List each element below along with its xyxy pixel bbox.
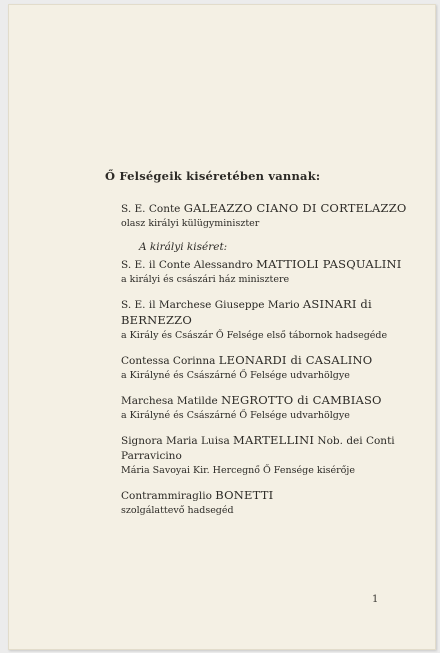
name-prefix: Contessa Corinna (121, 355, 219, 367)
name-prefix: S. E. il Conte Alessandro (121, 259, 257, 271)
name-suffix: di CAMBIASO (293, 393, 382, 407)
document-page (8, 4, 436, 650)
entry-6 (121, 488, 425, 518)
entry-name (121, 393, 425, 409)
entry-4 (121, 393, 425, 423)
entry-role: a királyi és császári ház minisztere (121, 274, 290, 285)
name-caps: LEONARDI (218, 353, 287, 367)
entry-name (121, 433, 425, 464)
entry-2 (121, 297, 425, 343)
entry-name (121, 353, 425, 369)
entry-role: olasz királyi külügyminiszter (121, 218, 260, 229)
page-heading: Ő Felségeik kiséretében vannak: (105, 169, 321, 183)
entry-5 (121, 433, 425, 478)
name-caps: ASINARI (302, 297, 357, 311)
entry-name (121, 201, 425, 217)
entry-name (121, 297, 425, 329)
entry-1 (121, 257, 425, 287)
name-prefix: S. E. Conte (121, 203, 184, 215)
name-suffix: di CASALINO (286, 353, 373, 367)
name-prefix: S. E. il Marchese Giuseppe Mario (121, 299, 303, 311)
entry-name (121, 257, 425, 273)
entry-3 (121, 353, 425, 383)
entry-name (121, 488, 425, 504)
name-suffix: Nob. dei Conti Parravicino (121, 435, 395, 462)
name-caps: MARTELLINI (233, 433, 315, 447)
name-caps: BONETTI (215, 488, 274, 502)
name-caps: NEGROTTO (221, 393, 294, 407)
entry-role: a Király és Császár Ő Felsége első tábornok hadsegéde (121, 330, 388, 341)
entry-role: szolgálattevő hadsegéd (121, 505, 234, 516)
entry-role: a Királyné és Császárné Ő Felsége udvarhölgye (121, 370, 350, 381)
entry-role: a Királyné és Császárné Ő Felsége udvarhölgye (121, 410, 350, 421)
name-caps: MATTIOLI PASQUALINI (256, 257, 402, 271)
entry-role: Mária Savoyai Kir. Hercegnő Ő Fensége kisérője (121, 465, 355, 476)
name-caps: GALEAZZO CIANO DI CORTELAZZO (183, 201, 407, 215)
page-number: 1 (372, 594, 379, 605)
name-prefix: Signora Maria Luisa (121, 435, 234, 447)
section-subheading: A királyi kiséret: (139, 241, 228, 253)
page-content (95, 169, 425, 528)
name-suffix: di BERNEZZO (121, 297, 372, 327)
name-prefix: Contrammiraglio (121, 490, 216, 502)
entry-0 (121, 201, 425, 231)
name-prefix: Marchesa Matilde (121, 395, 222, 407)
